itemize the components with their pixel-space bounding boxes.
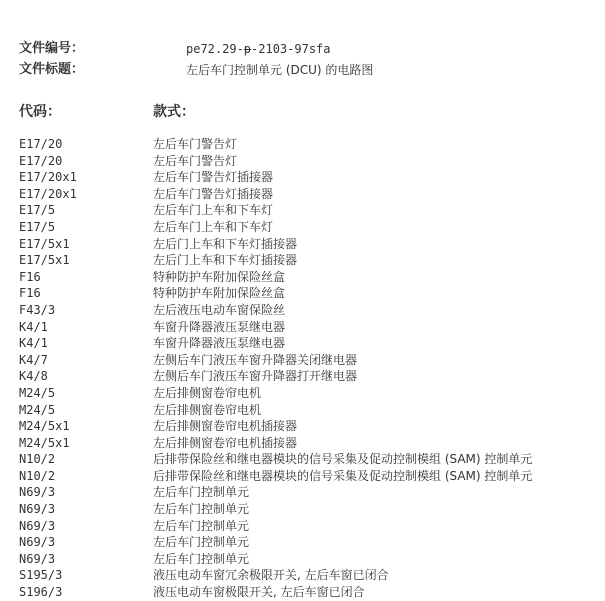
doc-number-value (186, 40, 331, 58)
list-item (0, 435, 605, 452)
list-item (0, 302, 605, 319)
part-code: E17/5x1 (19, 236, 70, 251)
part-description: 液压电动车窗极限开关, 左后车窗已闭合 (153, 585, 365, 600)
doc-number-suffix: -2103-97sfa (251, 42, 331, 56)
list-item (0, 202, 605, 219)
list-item (0, 136, 605, 153)
list-item (0, 501, 605, 518)
type-column-heading: 款式： (153, 104, 195, 120)
part-description: 左后排侧窗卷帘电机插接器 (153, 435, 298, 450)
part-code: E17/20 (19, 137, 63, 151)
part-description: 左后门上车和下车灯插接器 (153, 236, 298, 251)
part-code: N10/2 (19, 468, 56, 483)
part-description: 左侧后车门液压车窗升降器关闭继电器 (153, 352, 358, 367)
part-description: 左后排侧窗卷帘电机 (153, 402, 262, 417)
part-description: 左后车门控制单元 (153, 502, 250, 517)
part-code: E17/20 (19, 153, 63, 168)
doc-number-prefix: pe72.29- (186, 42, 244, 56)
doc-title-value: 左后车门控制单元 (DCU) 的电路图 (186, 63, 374, 77)
part-code: E17/5 (19, 219, 56, 234)
part-description: 左后车门上车和下车灯 (153, 219, 274, 234)
list-item (0, 219, 605, 236)
list-item (0, 319, 605, 336)
part-code: K4/1 (19, 319, 48, 334)
part-description: 车窗升降器液压泵继电器 (153, 336, 286, 351)
list-item (0, 468, 605, 485)
list-item (0, 169, 605, 186)
part-description: 左后车门控制单元 (153, 535, 250, 550)
list-item (0, 567, 605, 584)
list-item (0, 285, 605, 302)
part-code: E17/5x1 (19, 253, 70, 268)
list-item (0, 418, 605, 435)
part-code: F16 (19, 286, 41, 301)
part-code: M24/5 (19, 385, 56, 400)
part-description: 车窗升降器液压泵继电器 (153, 319, 286, 334)
part-code: N69/3 (19, 502, 56, 517)
part-code: K4/8 (19, 369, 48, 384)
part-code: N10/2 (19, 452, 56, 467)
part-code: E17/5 (19, 203, 56, 218)
part-description: 特种防护车附加保险丝盒 (153, 286, 286, 301)
part-code: N69/3 (19, 518, 56, 533)
part-description: 左侧后车门液压车窗升降器打开继电器 (153, 369, 358, 384)
part-description: 特种防护车附加保险丝盒 (153, 269, 286, 284)
list-item (0, 186, 605, 203)
doc-number-struck: p (243, 42, 252, 56)
part-description: 左后车门警告灯插接器 (153, 186, 274, 201)
list-item (0, 236, 605, 253)
part-description: 左后排侧窗卷帘电机 (153, 385, 262, 400)
doc-number-label: 文件编号： (19, 41, 85, 56)
list-item (0, 402, 605, 419)
part-description: 左后车门警告灯 (153, 153, 238, 168)
part-description: 左后车门上车和下车灯 (153, 203, 274, 218)
part-code: N69/3 (19, 551, 56, 566)
code-column-heading: 代码： (19, 104, 61, 120)
list-item (0, 352, 605, 369)
part-code: S195/3 (19, 568, 63, 583)
part-description: 左后车门控制单元 (153, 485, 250, 500)
list-item (0, 252, 605, 269)
doc-title-label: 文件标题： (19, 62, 85, 77)
part-description: 左后车门控制单元 (153, 518, 250, 533)
parts-list (0, 136, 605, 601)
part-description: 左后排侧窗卷帘电机插接器 (153, 419, 298, 434)
doc-number-row (19, 40, 599, 58)
part-description: 左后车门警告灯 (153, 137, 238, 151)
part-code: M24/5 (19, 402, 56, 417)
doc-title-row (19, 61, 599, 79)
part-description: 后排带保险丝和继电器模块的信号采集及促动控制模组 (SAM) 控制单元 (153, 452, 533, 467)
part-code: K4/1 (19, 336, 48, 351)
part-code: K4/7 (19, 352, 48, 367)
list-item (0, 385, 605, 402)
list-item (0, 534, 605, 551)
list-item (0, 551, 605, 568)
part-code: M24/5x1 (19, 419, 70, 434)
part-code: S196/3 (19, 585, 63, 600)
part-code: M24/5x1 (19, 435, 70, 450)
list-item (0, 368, 605, 385)
part-description: 左后车门控制单元 (153, 551, 250, 566)
part-description: 左后液压电动车窗保险丝 (153, 302, 286, 317)
list-item (0, 153, 605, 170)
list-item (0, 269, 605, 286)
list-item (0, 484, 605, 501)
part-code: E17/20x1 (19, 170, 77, 185)
part-description: 左后车门警告灯插接器 (153, 170, 274, 185)
part-code: N69/3 (19, 535, 56, 550)
part-description: 液压电动车窗冗余极限开关, 左后车窗已闭合 (153, 568, 389, 583)
list-item (0, 451, 605, 468)
list-item (0, 584, 605, 601)
part-code: F43/3 (19, 302, 56, 317)
part-description: 左后门上车和下车灯插接器 (153, 253, 298, 268)
part-code: E17/20x1 (19, 186, 77, 201)
part-code: F16 (19, 269, 41, 284)
list-item (0, 335, 605, 352)
part-description: 后排带保险丝和继电器模块的信号采集及促动控制模组 (SAM) 控制单元 (153, 468, 533, 483)
list-item (0, 518, 605, 535)
part-code: N69/3 (19, 485, 56, 500)
